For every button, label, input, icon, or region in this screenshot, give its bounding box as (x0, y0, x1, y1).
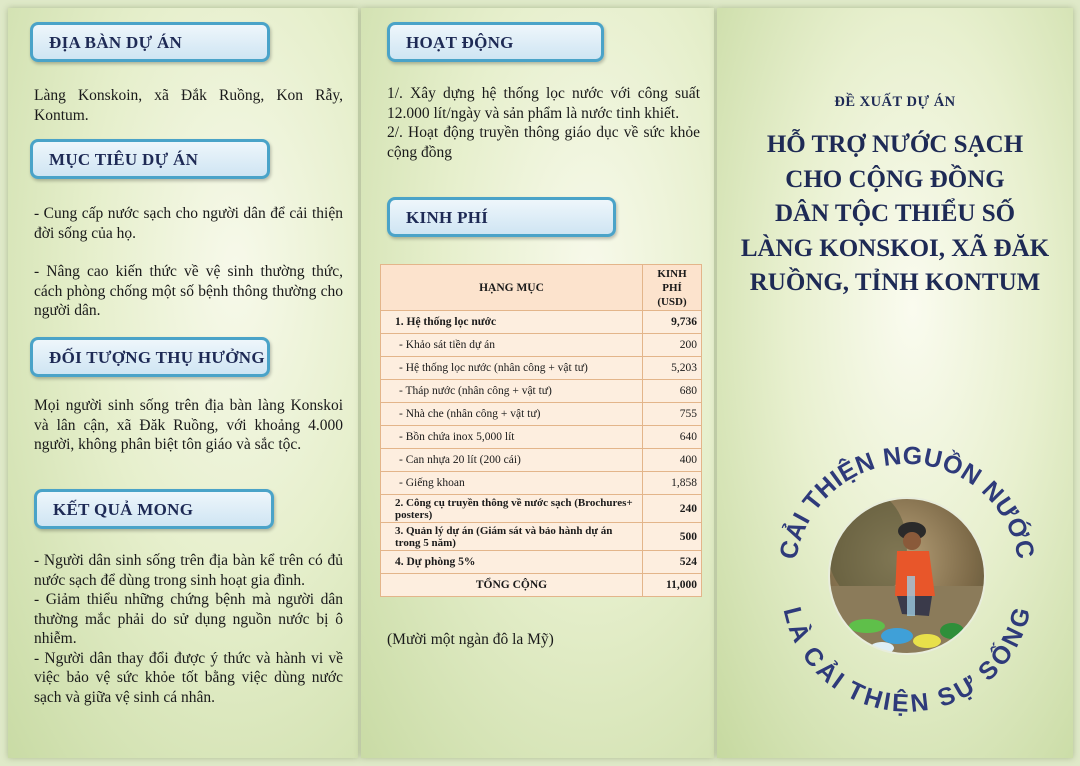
budget-amount: 680 (643, 380, 702, 403)
budget-row (381, 472, 702, 495)
budget-words-text: (Mười một ngàn đô la Mỹ) (387, 631, 554, 648)
budget-amount: 9,736 (643, 311, 702, 334)
activity-item: 1/. Xây dựng hệ thống lọc nước với công suất 12.000 lít/ngày và sản phẩm là nước tinh khiết. (387, 85, 700, 122)
budget-item: - Can nhựa 20 lít (200 cái) (381, 449, 643, 472)
budget-amount: 5,203 (643, 357, 702, 380)
budget-amount: 400 (643, 449, 702, 472)
heading-goals: MỤC TIÊU DỰ ÁN (30, 139, 270, 179)
title-line: DÂN TỘC THIỂU SỐ (774, 200, 1016, 227)
budget-row (381, 311, 702, 334)
budget-total-row (381, 574, 702, 597)
goal-item: - Nâng cao kiến thức về vệ sinh thường thức, cách phòng chống một số bệnh thông thường cho người dân. (34, 263, 343, 319)
title-line: LÀNG KONSKOI, XÃ ĐĂK (740, 234, 1050, 262)
budget-item: - Tháp nước (nhân công + vật tư) (381, 380, 643, 403)
budget-row (381, 495, 702, 523)
beneficiaries-text (34, 396, 343, 455)
location-paragraph: Làng Konskoin, xã Đắk Ruồng, Kon Rẫy, Kontum. (34, 87, 343, 124)
budget-item: - Khảo sát tiền dự án (381, 334, 643, 357)
middle-panel (361, 8, 714, 758)
budget-item: 2. Công cụ truyền thông về nước sạch (Brochures+ posters) (381, 495, 643, 523)
proposal-label: ĐỀ XUẤT DỰ ÁN (834, 94, 956, 110)
well-photo (817, 486, 997, 666)
budget-amount: 640 (643, 426, 702, 449)
budget-item: 1. Hệ thống lọc nước (381, 311, 643, 334)
heading-activities: HOẠT ĐỘNG (387, 22, 604, 62)
activities-text (387, 84, 700, 162)
budget-amount: 500 (643, 523, 702, 551)
budget-row (381, 403, 702, 426)
title-line: HỖ TRỢ NƯỚC SẠCH (766, 131, 1024, 158)
location-text (34, 86, 343, 125)
budget-item: - Hệ thống lọc nước (nhân công + vật tư) (381, 357, 643, 380)
left-panel (8, 8, 358, 758)
budget-amount: 1,858 (643, 472, 702, 495)
budget-item: - Giếng khoan (381, 472, 643, 495)
budget-row (381, 357, 702, 380)
budget-amount: 755 (643, 403, 702, 426)
budget-item: 3. Quản lý dự án (Giám sát và bảo hành dự án trong 5 năm) (381, 523, 643, 551)
goals-text (34, 204, 343, 321)
project-title (717, 128, 1073, 301)
result-item: - Người dân thay đổi được ý thức và hành vi về việc bảo vệ sức khỏe tốt bằng việc dùng nước sạch và giữa vệ sinh cá nhân. (34, 649, 343, 706)
heading-beneficiaries: ĐỐI TƯỢNG THỤ HƯỞNG (30, 337, 270, 377)
budget-row (381, 449, 702, 472)
budget-row (381, 380, 702, 403)
budget-words (387, 630, 687, 650)
budget-row (381, 334, 702, 357)
results-text (34, 551, 343, 707)
slogan-emblem (757, 426, 1057, 726)
budget-total-amount: 11,000 (643, 574, 702, 597)
budget-item: - Nhà che (nhân công + vật tư) (381, 403, 643, 426)
budget-row (381, 551, 702, 574)
budget-row (381, 426, 702, 449)
beneficiaries-paragraph: Mọi người sinh sống trên địa bàn làng Konskoi và lân cận, xã Đăk Ruồng, với khoảng 4.000 người, không phân biệt tôn giáo và sắc tộc. (34, 397, 343, 453)
budget-amount: 240 (643, 495, 702, 523)
budget-item: 4. Dự phòng 5% (381, 551, 643, 574)
slogan-top: CẢI THIỆN NGUỒN NƯỚC (774, 441, 1040, 562)
heading-location: ĐỊA BÀN DỰ ÁN (30, 22, 270, 62)
activity-item: 2/. Hoạt động truyền thông giáo dục về sức khỏe cộng đồng (387, 124, 700, 161)
budget-header-item: HẠNG MỤC (381, 265, 643, 311)
slogan-bottom: LÀ CẢI THIỆN SỰ SỐNG (777, 604, 1037, 718)
goal-item: - Cung cấp nước sạch cho người dân để cải thiện đời sống của họ. (34, 205, 343, 242)
result-item: - Người dân sinh sống trên địa bàn kể trên có đủ nước sạch để dùng trong sinh hoạt gia đình. (34, 552, 343, 589)
heading-budget: KINH PHÍ (387, 197, 616, 237)
title-line: RUỒNG, TỈNH KONTUM (749, 269, 1041, 296)
budget-table (380, 264, 702, 597)
cover-panel (717, 8, 1073, 758)
budget-amount: 524 (643, 551, 702, 574)
budget-total-label: TỔNG CỘNG (381, 574, 643, 597)
budget-item: - Bồn chứa inox 5,000 lít (381, 426, 643, 449)
budget-row (381, 523, 702, 551)
result-item: - Giảm thiểu những chứng bệnh mà người dân thường mắc phải do sử dụng nguồn nước bị ô nhiễm. (34, 591, 343, 647)
heading-results: KẾT QUẢ MONG (34, 489, 274, 529)
budget-amount: 200 (643, 334, 702, 357)
budget-header-amount: KINH PHÍ (USD) (643, 265, 702, 311)
title-line: CHO CỘNG ĐỒNG (785, 165, 1005, 193)
